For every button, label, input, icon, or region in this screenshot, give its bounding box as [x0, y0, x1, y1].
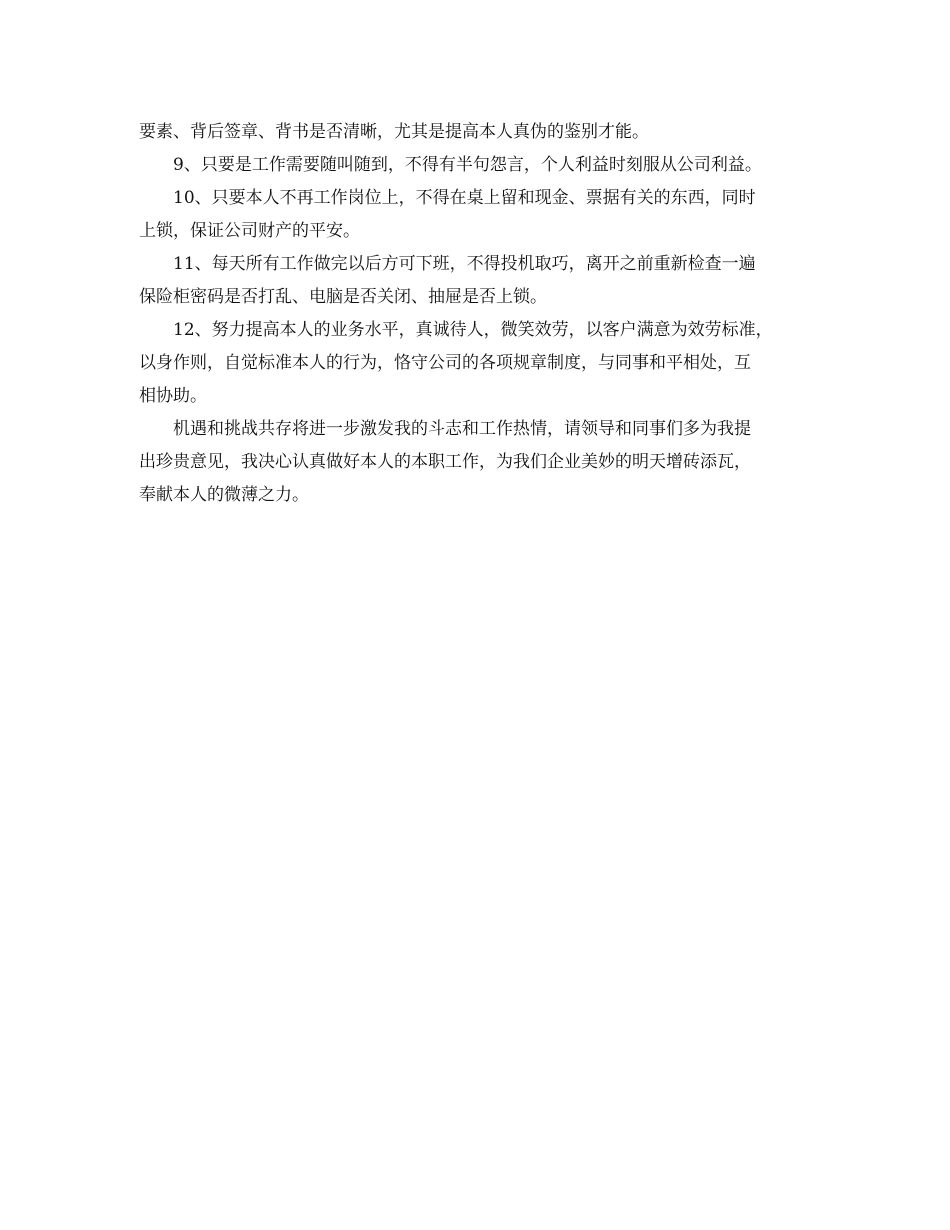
text-line: 要素、背后签章、背书是否清晰，尤其是提高本人真伪的鉴别才能。 — [139, 122, 649, 142]
paragraph-item-11 — [139, 248, 819, 314]
text-line: 10、只要本人不再工作岗位上，不得在桌上留和现金、票据有关的东西，同时 — [173, 188, 756, 208]
text-line: 奉献本人的微薄之力。 — [139, 485, 309, 505]
text-line: 保险柜密码是否打乱、电脑是否关闭、抽屉是否上锁。 — [139, 287, 547, 307]
text-line: 相协助。 — [139, 386, 207, 406]
paragraph-item-10 — [139, 182, 819, 248]
paragraph-item-12 — [139, 314, 819, 413]
paragraph-item-9 — [139, 149, 819, 182]
text-line: 11、每天所有工作做完以后方可下班，不得投机取巧，离开之前重新检查一遍 — [173, 254, 756, 274]
text-line: 机遇和挑战共存将进一步激发我的斗志和工作热情，请领导和同事们多为我提 — [173, 419, 751, 439]
text-line: 出珍贵意见，我决心认真做好本人的本职工作，为我们企业美妙的明天增砖添瓦， — [139, 452, 751, 472]
text-line: 9、只要是工作需要随叫随到，不得有半句怨言，个人利益时刻服从公司利益。 — [173, 155, 762, 175]
paragraph-closing — [139, 413, 819, 512]
document-body — [139, 116, 819, 512]
text-line: 12、努力提高本人的业务水平，真诚待人，微笑效劳，以客户满意为效劳标准， — [173, 320, 773, 340]
text-line: 上锁，保证公司财产的平安。 — [139, 221, 360, 241]
paragraph-continuation — [139, 116, 819, 149]
text-line: 以身作则，自觉标准本人的行为，恪守公司的各项规章制度，与同事和平相处，互 — [139, 353, 751, 373]
